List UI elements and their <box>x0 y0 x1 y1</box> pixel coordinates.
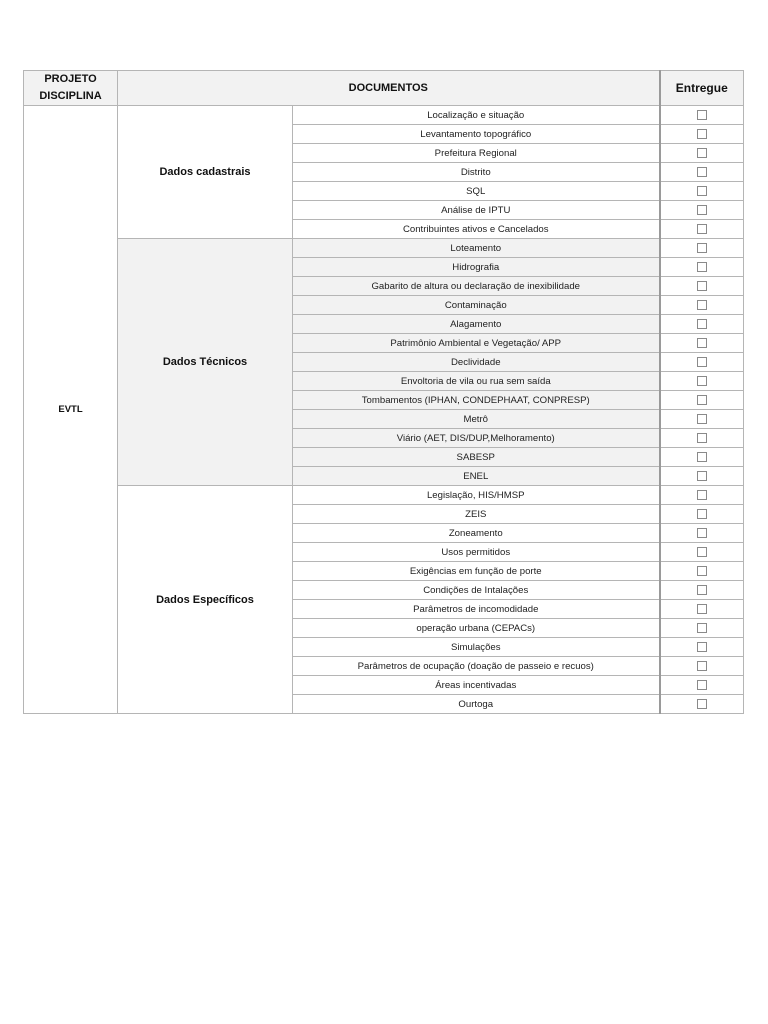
entregue-checkbox[interactable] <box>697 129 707 139</box>
entregue-cell <box>660 372 744 391</box>
entregue-cell <box>660 448 744 467</box>
entregue-cell <box>660 220 744 239</box>
entregue-checkbox[interactable] <box>697 205 707 215</box>
entregue-checkbox[interactable] <box>697 414 707 424</box>
document-item-cell: Parâmetros de ocupação (doação de passeio e recuos) <box>293 657 660 676</box>
group-name-cell: Dados Específicos <box>118 486 293 714</box>
document-item-cell: Metrô <box>293 410 660 429</box>
entregue-checkbox[interactable] <box>697 300 707 310</box>
entregue-checkbox[interactable] <box>697 509 707 519</box>
entregue-checkbox[interactable] <box>697 604 707 614</box>
document-item-cell: Distrito <box>293 163 660 182</box>
entregue-checkbox[interactable] <box>697 528 707 538</box>
entregue-checkbox[interactable] <box>697 585 707 595</box>
entregue-checkbox[interactable] <box>697 262 707 272</box>
entregue-cell <box>660 163 744 182</box>
entregue-cell <box>660 410 744 429</box>
entregue-cell <box>660 239 744 258</box>
entregue-cell <box>660 619 744 638</box>
entregue-cell <box>660 106 744 125</box>
entregue-cell <box>660 182 744 201</box>
entregue-cell <box>660 296 744 315</box>
document-item-cell: ZEIS <box>293 505 660 524</box>
table-header-row <box>24 71 744 106</box>
document-item-cell: SABESP <box>293 448 660 467</box>
table-row <box>24 486 744 505</box>
entregue-cell <box>660 258 744 277</box>
entregue-checkbox[interactable] <box>697 471 707 481</box>
entregue-cell <box>660 562 744 581</box>
document-item-cell: Contribuintes ativos e Cancelados <box>293 220 660 239</box>
table-row <box>24 106 744 125</box>
entregue-checkbox[interactable] <box>697 224 707 234</box>
entregue-checkbox[interactable] <box>697 566 707 576</box>
entregue-checkbox[interactable] <box>697 243 707 253</box>
document-item-cell: Ourtoga <box>293 695 660 714</box>
document-item-cell: ENEL <box>293 467 660 486</box>
entregue-checkbox[interactable] <box>697 319 707 329</box>
entregue-cell <box>660 505 744 524</box>
document-item-cell: Localização e situação <box>293 106 660 125</box>
header-entregue: Entregue <box>660 71 744 106</box>
entregue-cell <box>660 543 744 562</box>
document-item-cell: Declividade <box>293 353 660 372</box>
entregue-cell <box>660 486 744 505</box>
entregue-cell <box>660 144 744 163</box>
entregue-checkbox[interactable] <box>697 642 707 652</box>
document-item-cell: Áreas incentivadas <box>293 676 660 695</box>
entregue-checkbox[interactable] <box>697 338 707 348</box>
entregue-cell <box>660 467 744 486</box>
group-name-cell: Dados Técnicos <box>118 239 293 486</box>
entregue-checkbox[interactable] <box>697 186 707 196</box>
entregue-checkbox[interactable] <box>697 699 707 709</box>
group-name-cell: Dados cadastrais <box>118 106 293 239</box>
entregue-cell <box>660 201 744 220</box>
entregue-checkbox[interactable] <box>697 433 707 443</box>
document-item-cell: Condições de Intalações <box>293 581 660 600</box>
entregue-cell <box>660 657 744 676</box>
table-row <box>24 239 744 258</box>
document-item-cell: Usos permitidos <box>293 543 660 562</box>
document-item-cell: Loteamento <box>293 239 660 258</box>
entregue-cell <box>660 429 744 448</box>
entregue-cell <box>660 353 744 372</box>
document-item-cell: SQL <box>293 182 660 201</box>
entregue-cell <box>660 638 744 657</box>
entregue-checkbox[interactable] <box>697 357 707 367</box>
table-body <box>24 106 744 714</box>
document-item-cell: Alagamento <box>293 315 660 334</box>
entregue-checkbox[interactable] <box>697 148 707 158</box>
document-item-cell: Prefeitura Regional <box>293 144 660 163</box>
entregue-checkbox[interactable] <box>697 490 707 500</box>
entregue-cell <box>660 315 744 334</box>
document-item-cell: Levantamento topográfico <box>293 125 660 144</box>
documents-checklist-table <box>23 70 744 714</box>
entregue-checkbox[interactable] <box>697 395 707 405</box>
document-item-cell: Hidrografia <box>293 258 660 277</box>
document-item-cell: Legislação, HIS/HMSP <box>293 486 660 505</box>
entregue-cell <box>660 334 744 353</box>
entregue-checkbox[interactable] <box>697 167 707 177</box>
entregue-checkbox[interactable] <box>697 547 707 557</box>
entregue-cell <box>660 125 744 144</box>
document-item-cell: Contaminação <box>293 296 660 315</box>
document-item-cell: Envoltoria de vila ou rua sem saída <box>293 372 660 391</box>
entregue-cell <box>660 600 744 619</box>
entregue-checkbox[interactable] <box>697 452 707 462</box>
document-item-cell: Zoneamento <box>293 524 660 543</box>
header-projeto-disciplina: PROJETO DISCIPLINA <box>24 71 118 106</box>
header-documentos: DOCUMENTOS <box>118 71 660 106</box>
document-item-cell: Tombamentos (IPHAN, CONDEPHAAT, CONPRESP) <box>293 391 660 410</box>
entregue-cell <box>660 391 744 410</box>
entregue-checkbox[interactable] <box>697 680 707 690</box>
entregue-checkbox[interactable] <box>697 281 707 291</box>
document-item-cell: Viário (AET, DIS/DUP,Melhoramento) <box>293 429 660 448</box>
entregue-checkbox[interactable] <box>697 376 707 386</box>
entregue-cell <box>660 676 744 695</box>
document-item-cell: Exigências em função de porte <box>293 562 660 581</box>
document-item-cell: Patrimônio Ambiental e Vegetação/ APP <box>293 334 660 353</box>
document-item-cell: Análise de IPTU <box>293 201 660 220</box>
document-item-cell: Simulações <box>293 638 660 657</box>
document-item-cell: Parâmetros de incomodidade <box>293 600 660 619</box>
entregue-cell <box>660 581 744 600</box>
document-page <box>23 70 744 714</box>
entregue-cell <box>660 277 744 296</box>
document-item-cell: operação urbana (CEPACs) <box>293 619 660 638</box>
entregue-checkbox[interactable] <box>697 661 707 671</box>
entregue-cell <box>660 695 744 714</box>
document-item-cell: Gabarito de altura ou declaração de inexibilidade <box>293 277 660 296</box>
entregue-checkbox[interactable] <box>697 110 707 120</box>
entregue-cell <box>660 524 744 543</box>
entregue-checkbox[interactable] <box>697 623 707 633</box>
project-cell: EVTL <box>24 106 118 714</box>
